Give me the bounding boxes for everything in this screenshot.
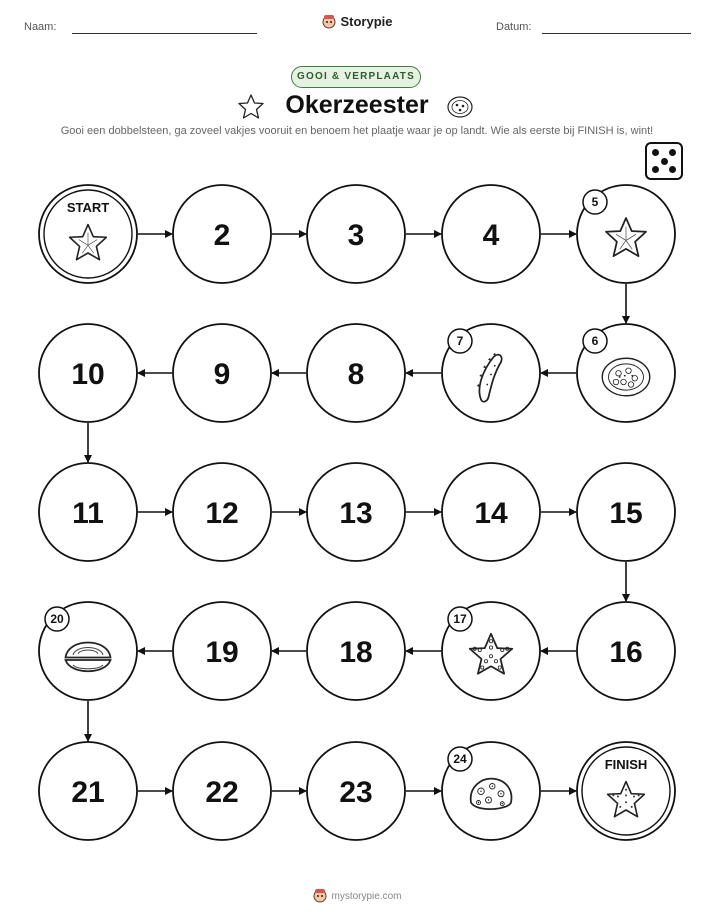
- cell-number: 19: [205, 636, 239, 669]
- finish-label: FINISH: [604, 757, 648, 772]
- cell-number: 14: [474, 497, 508, 530]
- svg-text:20: 20: [50, 612, 64, 626]
- board-cell-24: [442, 742, 540, 840]
- instructions: Gooi een dobbelsteen, ga zoveel vakjes vooruit en benoem het plaatje waar je op landt. Wie als eerste bij FINISH is, wint!: [60, 125, 654, 137]
- svg-text:24: 24: [453, 752, 467, 766]
- page-title: Okerzeester: [285, 91, 429, 119]
- cell-number: 3: [347, 219, 365, 252]
- board-cell-5: [577, 185, 675, 283]
- board-cell-1: [39, 185, 137, 283]
- board-cell-23: [307, 742, 405, 840]
- board-cell-4: [442, 185, 540, 283]
- board-cell-18: [307, 602, 405, 700]
- cell-number: 2: [213, 219, 231, 252]
- activity-tag: GOOI & VERPLAATS: [291, 66, 421, 88]
- board-cell-13: [307, 463, 405, 561]
- cell-number: 9: [213, 358, 231, 391]
- board-cell-8: [307, 324, 405, 422]
- date-label: Datum:: [496, 21, 532, 33]
- board-cell-16: [577, 602, 675, 700]
- cell-number-badge: [448, 607, 472, 631]
- storypie-logo-icon: [312, 887, 328, 906]
- svg-text:17: 17: [453, 612, 467, 626]
- cell-number-badge: [583, 190, 607, 214]
- cell-number: 21: [71, 776, 105, 809]
- cell-number: 4: [482, 219, 500, 252]
- board-cell-17: [442, 602, 540, 700]
- cell-number: 18: [339, 636, 373, 669]
- start-label: START: [66, 200, 110, 215]
- board-cell-12: [173, 463, 271, 561]
- cell-number: 8: [347, 358, 365, 391]
- board-cell-21: [39, 742, 137, 840]
- cell-number: 15: [609, 497, 643, 530]
- svg-text:6: 6: [591, 334, 599, 348]
- footer: [0, 887, 714, 906]
- cell-number: 13: [339, 497, 373, 530]
- svg-text:5: 5: [591, 195, 599, 209]
- board-cell-3: [307, 185, 405, 283]
- board-cell-10: [39, 324, 137, 422]
- board-cell-7: [442, 324, 540, 422]
- cell-number: 12: [205, 497, 239, 530]
- cell-number-badge: [448, 747, 472, 771]
- svg-text:7: 7: [456, 334, 464, 348]
- board-cell-15: [577, 463, 675, 561]
- board-cell-25: [577, 742, 675, 840]
- name-label: Naam:: [24, 21, 57, 33]
- footer-url: mystorypie.com: [331, 891, 402, 902]
- board-cell-11: [39, 463, 137, 561]
- cell-number: 23: [339, 776, 373, 809]
- board-cell-22: [173, 742, 271, 840]
- board-cell-20: [39, 602, 137, 700]
- board-cell-9: [173, 324, 271, 422]
- cell-number-badge: [448, 329, 472, 353]
- board-cell-6: [577, 324, 675, 422]
- cell-number: 16: [609, 636, 643, 669]
- cell-number-badge: [45, 607, 69, 631]
- board-cell-2: [173, 185, 271, 283]
- board-cell-19: [173, 602, 271, 700]
- board-cell-14: [442, 463, 540, 561]
- cell-number: 11: [72, 497, 104, 530]
- brand-name: Storypie: [340, 14, 393, 29]
- cell-number: 10: [71, 358, 105, 391]
- cell-number: 22: [205, 776, 239, 809]
- cell-number-badge: [583, 329, 607, 353]
